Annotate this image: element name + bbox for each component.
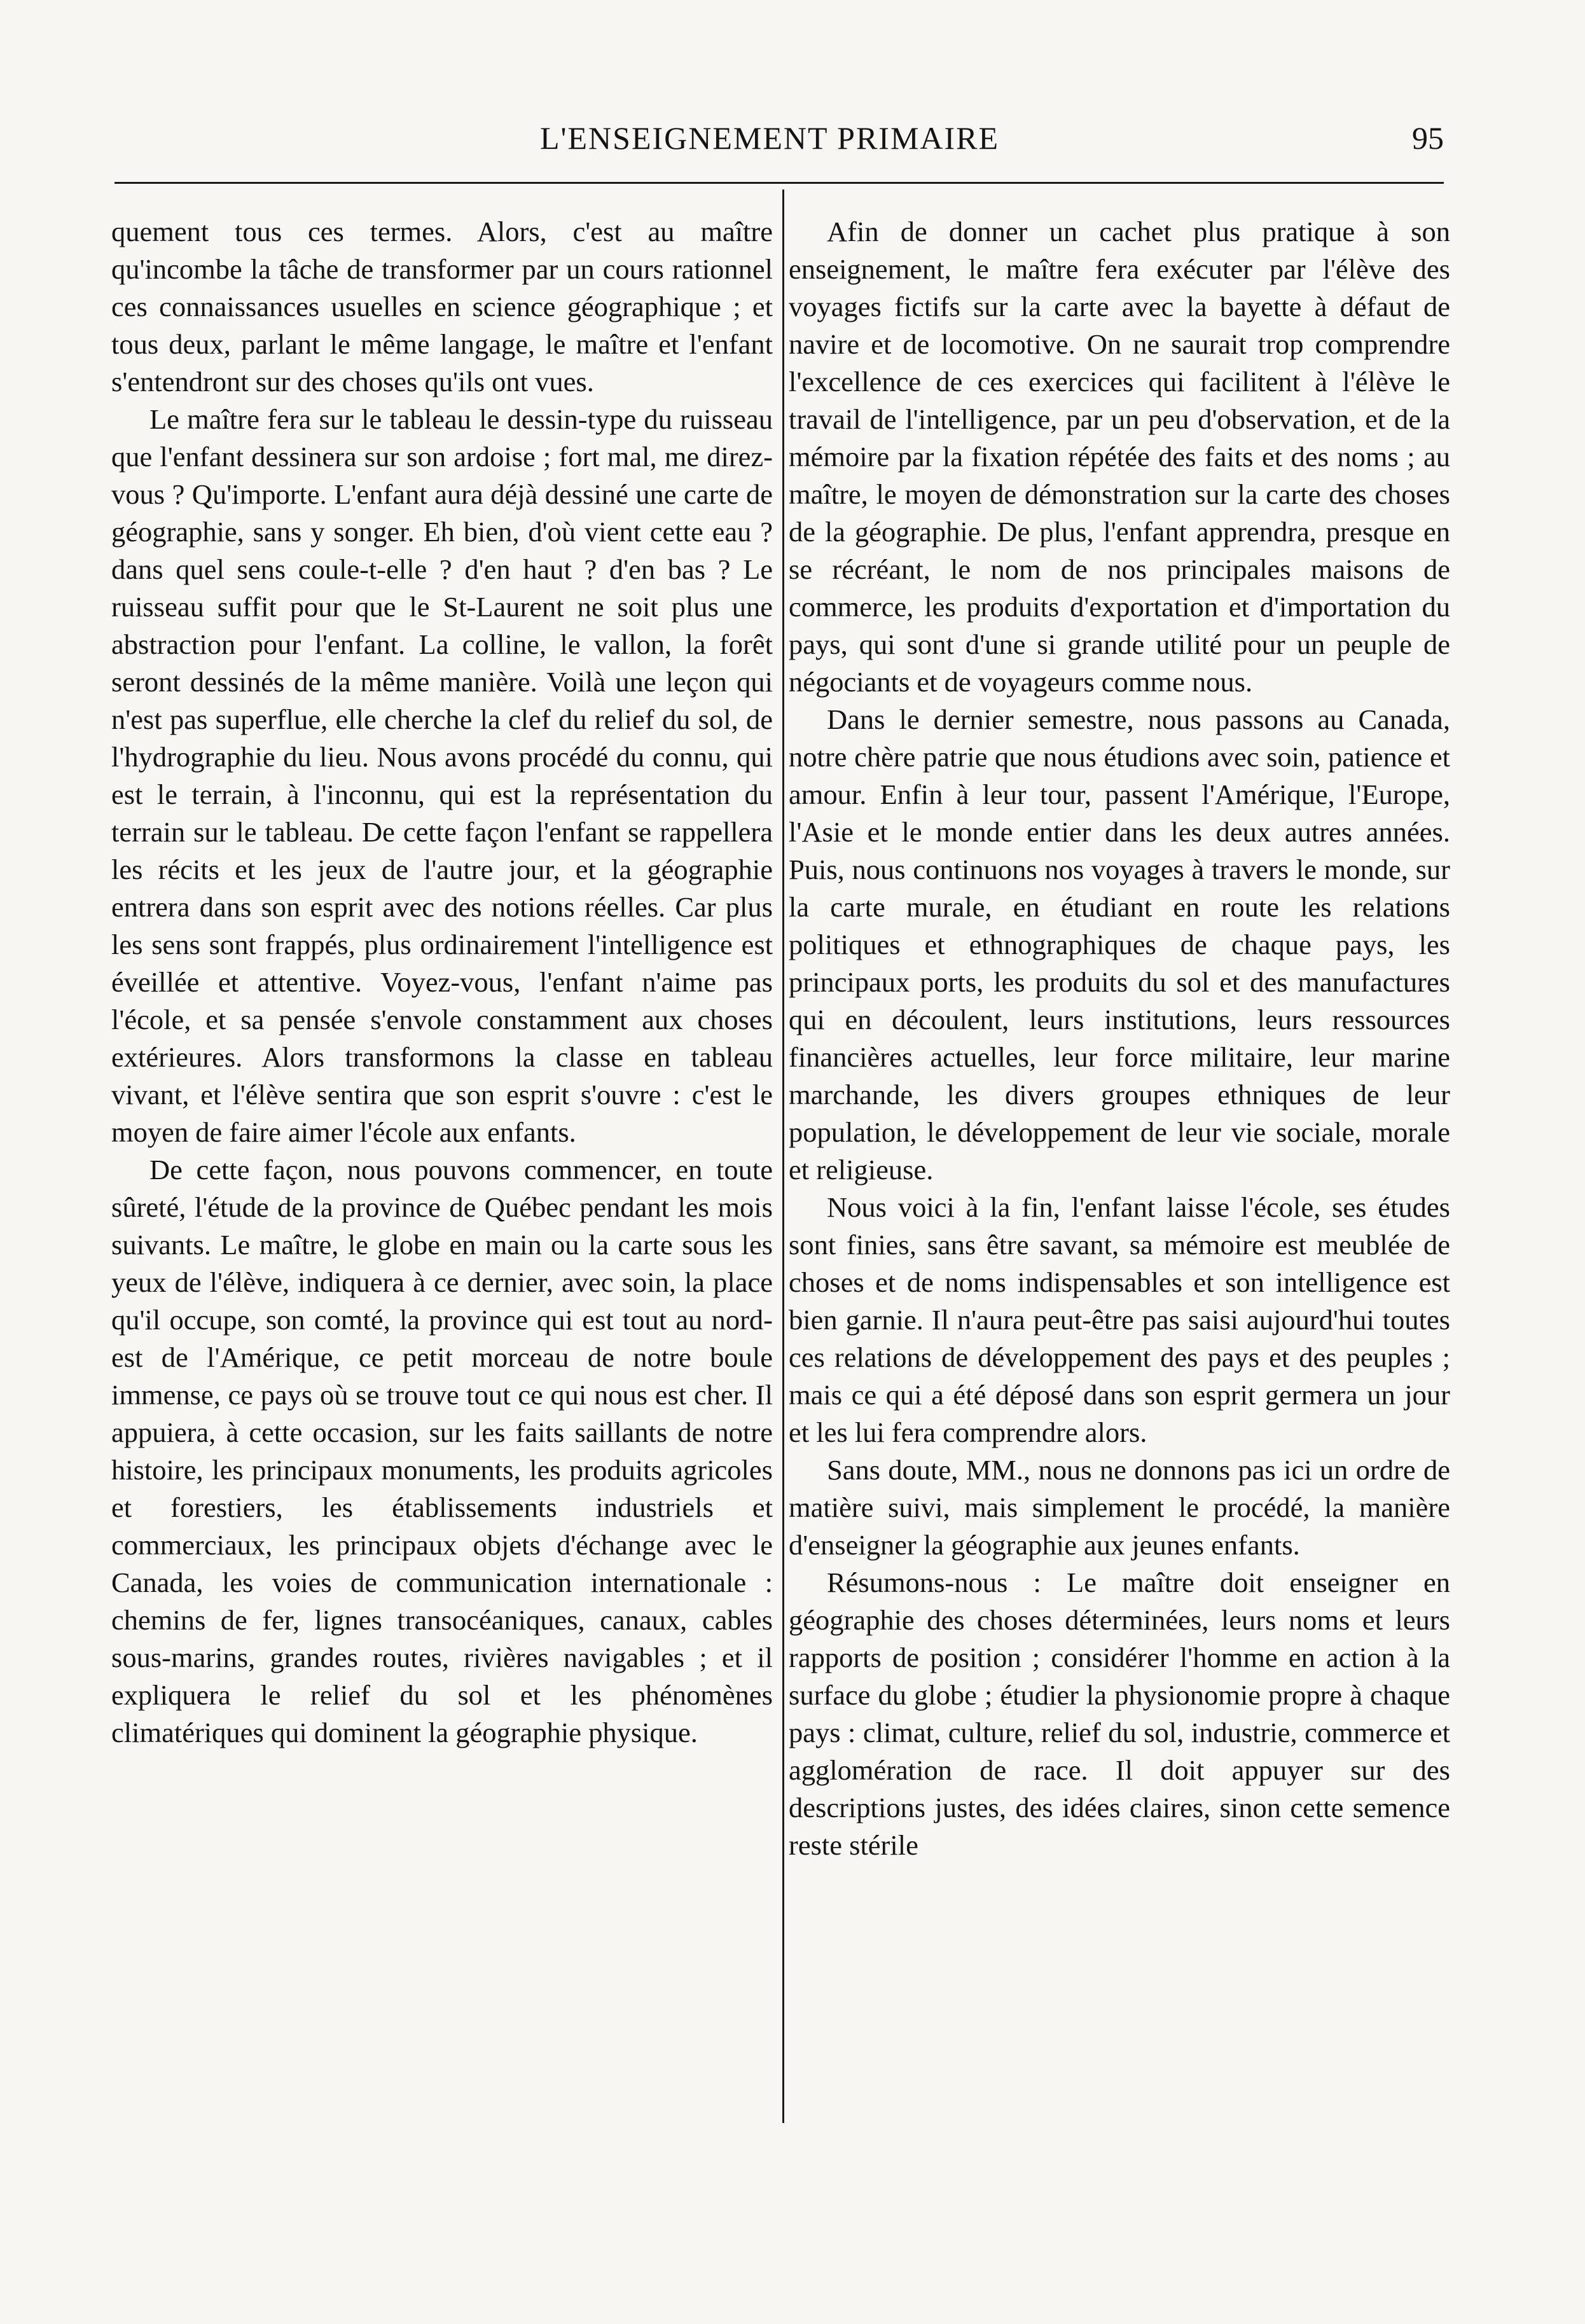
paragraph: Sans doute, MM., nous ne donnons pas ici un ordre de matière suivi, mais simplement le procédé, la manière d'enseigner la géographie aux jeunes enfants.	[789, 1454, 1450, 1561]
paragraph: Le maître fera sur le tableau le dessin-type du ruisseau que l'enfant dessinera sur son ardoise ; fort mal, me direz-vous ? Qu'importe. L'enfant aura déjà dessiné une carte de géographie, sans y songer. Eh bien, d'où vient cette eau ? dans quel sens coule-t-elle ? d'en haut ? d'en bas ? Le ruisseau suffit pour que le St-Laurent ne soit plus une abstraction pour l'enfant. La colline, le vallon, la forêt seront dessinés de la même manière. Voilà une leçon qui n'est pas superflue, elle cherche la clef du relief du sol, de l'hydrographie du lieu. Nous avons procédé du connu, qui est le terrain, à l'inconnu, qui est la représentation du terrain sur le tableau. De cette façon l'enfant se rappellera les récits et les jeux de l'autre jour, et la géographie entrera dans son esprit avec des notions réelles. Car plus les sens sont frappés, plus ordinairement l'intelligence est éveillée et attentive. Voyez-vous, l'enfant n'aime pas l'école, et sa pensée s'envole constamment aux choses extérieures. Alors transformons la classe en tableau vivant, et l'élève sentira que son esprit s'ouvre : c'est le moyen de faire aimer l'école aux enfants.	[111, 403, 773, 1148]
page-number: 95	[1412, 120, 1444, 156]
paragraph: De cette façon, nous pouvons commencer, en toute sûreté, l'étude de la province de Québec pendant les mois suivants. Le maître, le globe en main ou la carte sous les yeux de l'élève, indiquera à ce dernier, avec soin, la place qu'il occupe, son comté, la province qui est tout au nord-est de l'Amérique, ce petit morceau de notre boule immense, ce pays où se trouve tout ce qui nous est cher. Il appuiera, à cette occasion, sur les faits saillants de notre histoire, les principaux monuments, les produits agricoles et forestiers, les établissements industriels et commerciaux, les principaux objets d'échange avec le Canada, les voies de communication internationale : chemins de fer, lignes transocéaniques, canaux, cables sous-marins, grandes routes, rivières navigables ; et il expliquera le relief du sol et les phénomènes climatériques qui dominent la géographie physique.	[111, 1154, 773, 1748]
paragraph: Nous voici à la fin, l'enfant laisse l'école, ses études sont finies, sans être savant, sa mémoire est meublée de choses et de noms indispensables et son intelligence est bien garnie. Il n'aura peut-être pas saisi aujourd'hui toutes ces relations de développement des pays et des peuples ; mais ce qui a été déposé dans son esprit germera un jour et les lui fera comprendre alors.	[789, 1191, 1450, 1448]
header-rule	[114, 182, 1444, 184]
running-head	[95, 107, 1444, 170]
paragraph: Dans le dernier semestre, nous passons au Canada, notre chère patrie que nous étudions avec soin, patience et amour. Enfin à leur tour, passent l'Amérique, l'Europe, l'Asie et le monde entier dans les deux autres années. Puis, nous continuons nos voyages à travers le monde, sur la carte murale, en étudiant en route les relations politiques et ethnographiques de chaque pays, les principaux ports, les produits du sol et des manufactures qui en découlent, leurs institutions, leurs ressources financières actuelles, leur force militaire, leur marine marchande, les divers groupes ethniques de leur population, le développement de leur vie sociale, morale et religieuse.	[789, 703, 1450, 1186]
paragraph: Résumons-nous : Le maître doit enseigner en géographie des choses déterminées, leurs noms et leurs rapports de position ; considérer l'homme en action à la surface du globe ; étudier la physionomie propre à chaque pays : climat, culture, relief du sol, industrie, commerce et agglomération de race. Il doit appuyer sur des descriptions justes, des idées claires, sinon cette semence reste stérile	[789, 1567, 1450, 1861]
right-column	[789, 213, 1450, 1864]
column-divider	[782, 190, 784, 2123]
left-column	[111, 213, 773, 1752]
running-title: L'ENSEIGNEMENT PRIMAIRE	[539, 120, 1000, 156]
paragraph: Afin de donner un cachet plus pratique à son enseignement, le maître fera exécuter par l'élève des voyages fictifs sur la carte avec la bayette à défaut de navire et de locomotive. On ne saurait trop comprendre l'excellence de ces exercices qui facilitent à l'élève le travail de l'intelligence, par un peu d'observation, et de la mémoire par la fixation répétée des faits et des noms ; au maître, le moyen de démonstration sur la carte des choses de la géographie. De plus, l'enfant apprendra, presque en se récréant, le nom de nos principales maisons de commerce, les produits d'exportation et d'importation du pays, qui sont d'une si grande utilité pour un peuple de négociants et de voyageurs comme nous.	[789, 216, 1450, 698]
paragraph: quement tous ces termes. Alors, c'est au maître qu'incombe la tâche de transformer par un cours rationnel ces connaissances usuelles en science géographique ; et tous deux, parlant le même langage, le maître et l'enfant s'entendront sur des choses qu'ils ont vues.	[111, 216, 773, 398]
